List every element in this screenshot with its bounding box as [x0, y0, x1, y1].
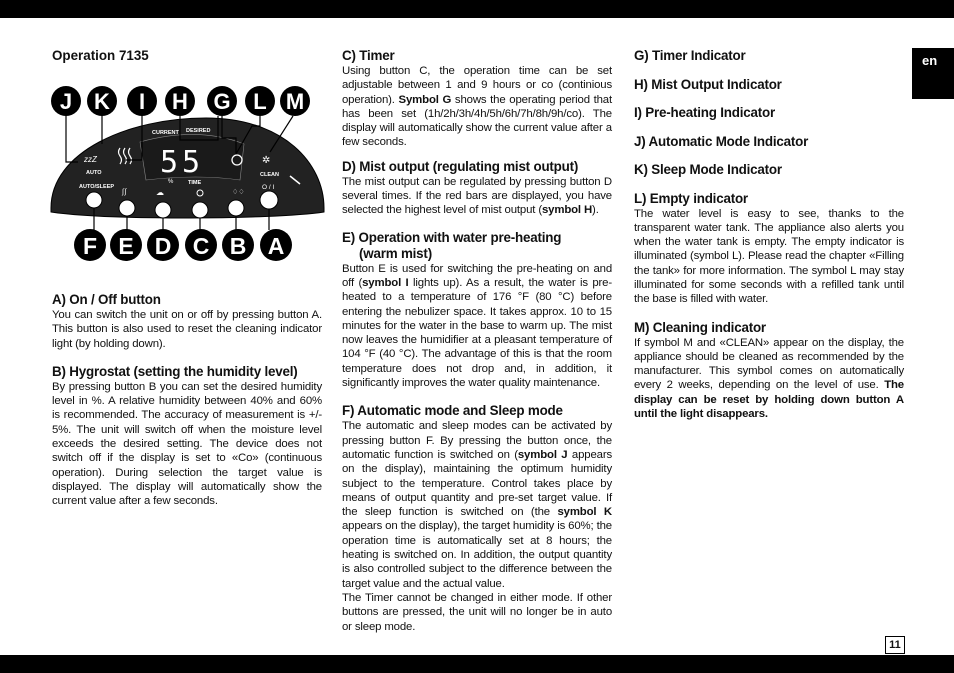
column-3 [634, 48, 904, 421]
section-d-title: D) Mist output (regulating mist output) [342, 158, 579, 174]
operation-title: Operation 7135 [52, 48, 149, 63]
section-c-text-2: shows the operating period that has been set (1h/2h/3h/4h/5h/6h/7h/8h/9h/co). The display will automatically show the current value after a few seconds. [342, 93, 613, 149]
mist-button-icon: ☁ [156, 188, 164, 197]
section-l-body: The water level is easy to see, thanks to the transparent water tank. The appliance also alerts you when the water tank is empty. The empty indicator is illuminated (symbol L). Please read the chapter «Filling the tank» for more information. The symbol L may stay illuminated for some seconds with a refilled tank until the base is filled with water. [634, 207, 904, 306]
top-bar [0, 0, 954, 18]
section-d-text-2: ). [592, 204, 599, 217]
bottom-bar [0, 655, 954, 673]
marker-a-letter: A [267, 233, 285, 259]
marker-k-letter: K [94, 89, 110, 114]
button-a[interactable] [260, 191, 278, 209]
marker-i-letter: I [138, 89, 146, 114]
marker-m-letter: M [285, 89, 305, 114]
section-f-body-2: The Timer cannot be changed in either mode. If other buttons are pressed, the unit will no longer be in auto or sleep mode. [342, 591, 612, 633]
marker-d-letter: D [154, 233, 172, 259]
section-a-body: You can switch the unit on or off by pressing button A. This button is also used to reset the cleaning indicator light (by holding down). [52, 309, 322, 350]
marker-f-letter: F [82, 233, 98, 259]
section-i-title: I) Pre-heating Indicator [634, 105, 776, 120]
clean-label: CLEAN [260, 172, 279, 178]
section-d-body [342, 175, 612, 218]
desired-label: DESIRED [186, 128, 211, 134]
section-f-symbol-k: symbol K [557, 506, 612, 519]
section-c-title: C) Timer [342, 48, 395, 63]
section-e-title-2: (warm mist) [359, 245, 432, 261]
section-m-title: M) Cleaning indicator [634, 319, 766, 335]
section-d-text-1: The mist output can be regulated by pressing button D several times. If the red bars are displayed, you have selected the highest level of mist output ( [342, 175, 612, 217]
section-g-title: G) Timer Indicator [634, 48, 746, 63]
section-f-body [342, 419, 612, 591]
section-e-text-1: Button E is used for switching the pre-heating on and off ( [342, 262, 612, 289]
top-letter-markers [51, 86, 310, 116]
control-panel-diagram [48, 80, 326, 270]
section-c [342, 48, 612, 150]
section-m [634, 320, 904, 422]
section-e-body [342, 262, 612, 391]
column-1 [52, 292, 322, 509]
section-l-title: L) Empty indicator [634, 190, 748, 206]
section-j-title: J) Automatic Mode Indicator [634, 133, 809, 149]
button-d[interactable] [155, 202, 171, 218]
button-b[interactable] [228, 200, 244, 216]
section-a-title: A) On / Off button [52, 292, 161, 307]
marker-h-letter: H [172, 89, 188, 114]
section-m-body [634, 336, 904, 422]
section-f-text-1: The automatic and sleep modes can be activated by pressing button F. By pressing the button once, the automatic function is switched on ( [342, 420, 612, 461]
percent-label: % [168, 179, 174, 185]
section-c-body [342, 64, 612, 150]
marker-e-letter: E [118, 233, 134, 259]
marker-c-letter: C [192, 233, 210, 259]
page-number: 11 [885, 636, 905, 654]
section-m-bold-text: The display can be reset by holding down button A until the light disappears. [634, 379, 904, 421]
section-e [342, 230, 612, 391]
section-f-title: F) Automatic mode and Sleep mode [342, 403, 563, 419]
section-f-text-2: appears on the display), maintaining the optimum humidity subject to the temperature. Control takes place by means of output quantity and pre-set target value. If the sleep function is switched on (the [342, 448, 613, 519]
section-c-text-1: Using button C, the operation time can be set adjustable between 1 and 9 hours or co (continious operation). [342, 65, 612, 106]
current-label: CURRENT [152, 130, 179, 136]
marker-g-letter: G [213, 89, 231, 114]
section-a [52, 292, 322, 351]
sleep-zzz-icon: zzZ [84, 155, 97, 164]
cleaning-sun-icon: ✲ [262, 155, 271, 166]
column-2 [342, 48, 612, 634]
auto-sleep-label: AUTO/SLEEP [79, 184, 115, 190]
section-b [52, 364, 322, 509]
section-l [634, 191, 904, 307]
time-label: TIME [188, 180, 202, 186]
marker-j-letter: J [59, 89, 73, 114]
section-f [342, 403, 612, 633]
bottom-letter-markers [74, 229, 292, 261]
button-c[interactable] [192, 202, 208, 218]
button-f[interactable] [86, 192, 102, 208]
section-f-text-3: appears on the display), the target humidity is 60%; the operation time is automatically set at 8 hours; the heating is switched on. In addition, the output quantity is also controlled subject to the difference between the target value and the actual value. [342, 520, 612, 590]
button-e[interactable] [119, 200, 135, 216]
section-h-title: H) Mist Output Indicator [634, 76, 782, 92]
power-label: O / I [262, 184, 275, 191]
section-b-body: By pressing button B you can set the desired humidity level in %. A relative humidity between 40% and 60% is recommended. The accuracy of measurement is +/- 5%. The unit will switch off when the moisture level exceeds the desired setting. The device does not switch off if the display is set to «Co» (continuous operation). During selection the target value is displayed. The display will automatically show the current value after a few seconds. [52, 380, 322, 508]
marker-b-letter: B [229, 233, 247, 259]
section-e-symbol: symbol I [362, 276, 409, 289]
section-d [342, 159, 612, 218]
section-k-title: K) Sleep Mode Indicator [634, 162, 782, 177]
section-e-title: E) Operation with water pre-heating [342, 229, 562, 245]
auto-label: AUTO [86, 170, 102, 176]
section-d-symbol: symbol H [541, 204, 593, 217]
drops-icon: ♢♢ [232, 188, 245, 196]
language-tab: en [912, 48, 954, 99]
marker-l-letter: L [253, 89, 267, 114]
section-b-title: B) Hygrostat (setting the humidity level) [52, 363, 298, 379]
section-c-symbol: Symbol G [398, 93, 452, 106]
section-f-symbol-j: symbol J [517, 448, 568, 461]
preheat-button-icon: ʃʃ [122, 188, 127, 196]
section-e-text-2: lights up). As a result, the water is pre-heated to a temperature of 176 °F (80 °C) before entering the nebulizer space. It takes approx. 10 to 15 minutes for the water in the base to warm up. The mist now leaves the humidifier at a pleasant temperature of 104 °F (40 °C). The advantage of this is that the room temperature does not drop and, in addition, it significantly improves the water quality maintenance. [342, 276, 612, 390]
section-m-text: If symbol M and «CLEAN» appear on the display, the appliance should be cleaned as recommended by the manufacturer. This symbol comes on automatically every 2 weeks, depending on the level of use. [634, 336, 904, 392]
control-panel-svg [48, 80, 326, 270]
display-digits: 55 [160, 145, 205, 180]
